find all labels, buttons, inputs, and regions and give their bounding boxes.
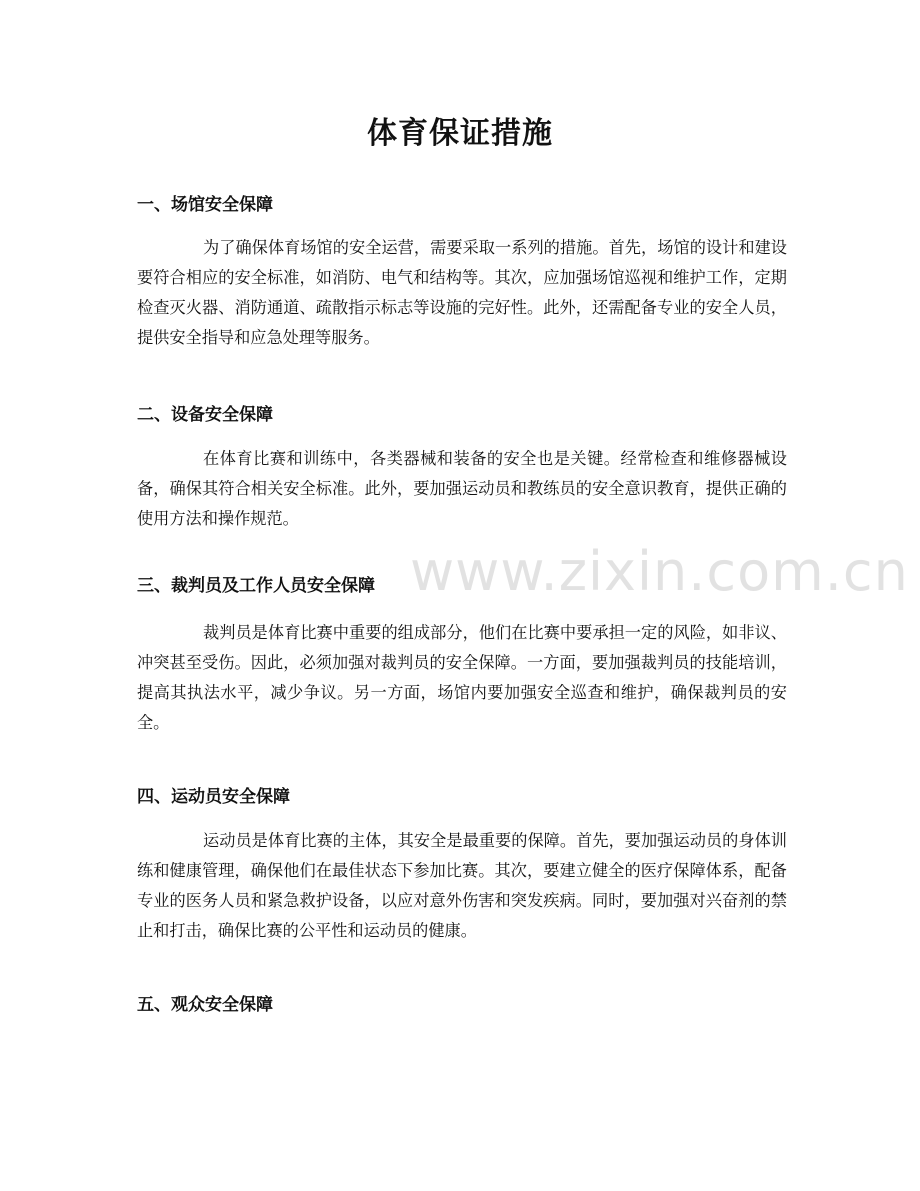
section-paragraph-1: 为了确保体育场馆的安全运营，需要采取一系列的措施。首先，场馆的设计和建设要符合相应的安全标准，如消防、电气和结构等。其次，应加强场馆巡视和维护工作，定期检查灭火器、消防通道、疏散指示标志等设施的完好性。此外，还需配备专业的安全人员，提供安全指导和应急处理等服务。 bbox=[137, 238, 787, 347]
section-paragraph-3: 裁判员是体育比赛中重要的组成部分，他们在比赛中要承担一定的风险，如非议、冲突甚至受伤。因此，必须加强对裁判员的安全保障。一方面，要加强裁判员的技能培训，提高其执法水平，减少争议。另一方面，场馆内要加强安全巡查和维护，确保裁判员的安全。 bbox=[137, 623, 787, 732]
section-heading-5: 五、观众安全保障 bbox=[137, 995, 273, 1015]
section-paragraph-2: 在体育比赛和训练中，各类器械和装备的安全也是关键。经常检查和维修器械设备，确保其符合相关安全标准。此外，要加强运动员和教练员的安全意识教育，提供正确的使用方法和操作规范。 bbox=[137, 449, 787, 528]
watermark-text: www.zixin.com.cn bbox=[410, 540, 909, 603]
document-title: 体育保证措施 bbox=[367, 116, 553, 151]
section-paragraph-4: 运动员是体育比赛的主体，其安全是最重要的保障。首先，要加强运动员的身体训练和健康管理，确保他们在最佳状态下参加比赛。其次，要建立健全的医疗保障体系，配备专业的医务人员和紧急救护设备，以应对意外伤害和突发疾病。同时，要加强对兴奋剂的禁止和打击，确保比赛的公平性和运动员的健康。 bbox=[137, 831, 787, 940]
section-heading-3: 三、裁判员及工作人员安全保障 bbox=[137, 576, 375, 596]
section-heading-4: 四、运动员安全保障 bbox=[137, 787, 290, 807]
section-heading-2: 二、设备安全保障 bbox=[137, 405, 273, 425]
section-heading-1: 一、场馆安全保障 bbox=[137, 195, 273, 215]
